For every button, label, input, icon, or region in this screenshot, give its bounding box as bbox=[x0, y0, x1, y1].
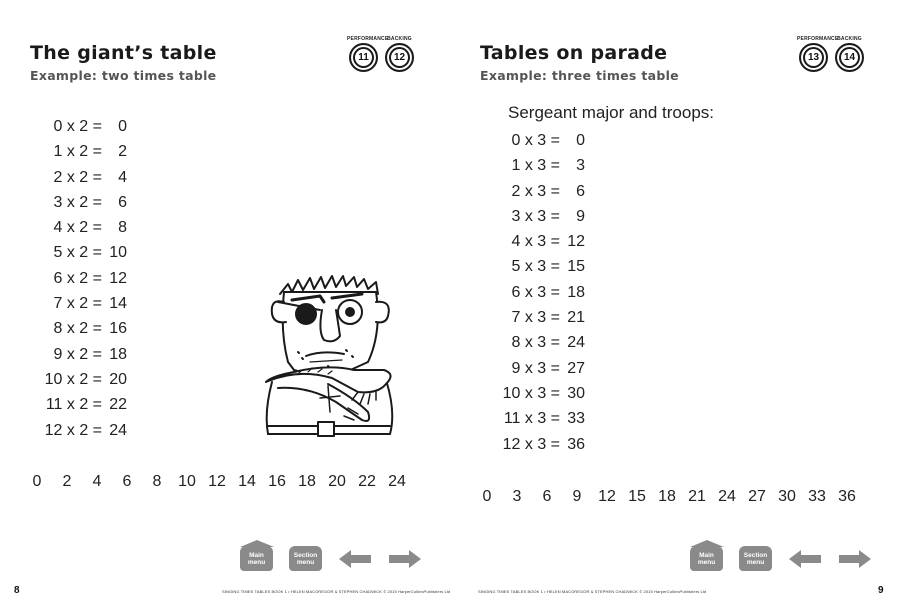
answer-text: 22 bbox=[109, 396, 127, 414]
equation-text: 10 x 2 = bbox=[44, 370, 102, 388]
answer-text: 18 bbox=[109, 345, 127, 363]
three-times-table bbox=[498, 128, 585, 457]
sequence-number: 33 bbox=[808, 488, 826, 505]
table-row bbox=[498, 305, 585, 330]
main-menu-label: menu bbox=[697, 558, 716, 566]
table-row bbox=[498, 330, 585, 355]
equation-text: 12 x 3 = bbox=[502, 435, 560, 453]
sequence-number: 10 bbox=[178, 473, 196, 490]
backing-track-button[interactable] bbox=[383, 36, 416, 76]
answer-text: 0 bbox=[576, 132, 585, 149]
cd-track-icon bbox=[349, 43, 378, 72]
page-title: The giant’s table bbox=[30, 42, 217, 64]
equation-text: 11 x 3 = bbox=[503, 410, 560, 428]
answer-text: 20 bbox=[109, 370, 127, 388]
sequence-number: 36 bbox=[838, 488, 856, 505]
equation-text: 3 x 3 = bbox=[511, 207, 560, 225]
sequence-number: 8 bbox=[152, 473, 162, 490]
sequence-number: 4 bbox=[92, 473, 102, 490]
section-menu-button[interactable] bbox=[289, 546, 322, 571]
answer-text: 18 bbox=[567, 283, 585, 301]
track-label: BACKING bbox=[837, 36, 862, 42]
arrow-right-icon[interactable] bbox=[388, 548, 422, 570]
answer-text: 21 bbox=[567, 309, 585, 327]
main-menu-button[interactable] bbox=[240, 546, 273, 571]
table-row bbox=[40, 291, 127, 316]
main-menu-label: menu bbox=[247, 558, 266, 566]
arrow-left-icon[interactable] bbox=[788, 548, 822, 570]
equation-text: 0 x 3 = bbox=[511, 132, 560, 149]
equation-text: 0 x 2 = bbox=[53, 118, 102, 135]
sequence-number: 6 bbox=[122, 473, 132, 490]
audio-tracks bbox=[347, 36, 416, 76]
equation-text: 12 x 2 = bbox=[44, 421, 102, 439]
equation-text: 1 x 2 = bbox=[53, 143, 102, 161]
track-number: 13 bbox=[807, 52, 820, 63]
sequence-number: 3 bbox=[512, 488, 522, 505]
main-menu-button[interactable] bbox=[690, 546, 723, 571]
table-row bbox=[40, 165, 127, 190]
sequence-number: 21 bbox=[688, 488, 706, 505]
equation-text: 7 x 2 = bbox=[53, 295, 102, 313]
table-row bbox=[498, 153, 585, 178]
answer-text: 4 bbox=[118, 168, 127, 186]
answer-text: 24 bbox=[109, 421, 127, 439]
table-row bbox=[40, 190, 127, 215]
table-row bbox=[498, 128, 585, 153]
equation-text: 8 x 3 = bbox=[511, 334, 560, 352]
section-menu-label: menu bbox=[746, 558, 765, 566]
table-row bbox=[40, 114, 127, 139]
sequence-number: 16 bbox=[268, 473, 286, 490]
right-page bbox=[450, 0, 900, 610]
equation-text: 8 x 2 = bbox=[53, 320, 102, 338]
answer-text: 36 bbox=[567, 435, 585, 453]
table-row bbox=[498, 406, 585, 431]
answer-text: 6 bbox=[576, 182, 585, 200]
section-menu-label: Section bbox=[293, 551, 318, 559]
table-row bbox=[498, 229, 585, 254]
sequence-number: 24 bbox=[388, 473, 406, 490]
sequence-number: 12 bbox=[208, 473, 226, 490]
equation-text: 4 x 2 = bbox=[53, 219, 102, 237]
answer-text: 14 bbox=[109, 295, 127, 313]
sequence-number: 18 bbox=[658, 488, 676, 505]
sequence-number: 20 bbox=[328, 473, 346, 490]
track-label: PERFORMANCE bbox=[347, 36, 389, 42]
equation-text: 4 x 3 = bbox=[511, 233, 560, 251]
sequence-number: 2 bbox=[62, 473, 72, 490]
navigation-bar bbox=[240, 546, 422, 571]
performance-track-button[interactable] bbox=[797, 36, 839, 76]
main-menu-label: Main bbox=[249, 551, 264, 559]
track-label: BACKING bbox=[387, 36, 412, 42]
count-sequence bbox=[22, 473, 412, 491]
equation-text: 10 x 3 = bbox=[502, 384, 560, 402]
sequence-number: 30 bbox=[778, 488, 796, 505]
navigation-bar bbox=[690, 546, 872, 571]
table-row bbox=[498, 280, 585, 305]
page-number: 9 bbox=[878, 585, 884, 596]
table-row bbox=[40, 418, 127, 443]
table-row bbox=[40, 316, 127, 341]
table-row bbox=[40, 367, 127, 392]
equation-text: 5 x 2 = bbox=[53, 244, 102, 262]
equation-text: 6 x 3 = bbox=[511, 283, 560, 301]
page-title: Tables on parade bbox=[480, 42, 668, 64]
table-row bbox=[40, 139, 127, 164]
page-number: 8 bbox=[14, 585, 20, 596]
answer-text: 12 bbox=[567, 233, 585, 251]
page-subtitle: Example: two times table bbox=[30, 68, 217, 83]
equation-text: 9 x 3 = bbox=[511, 359, 560, 377]
sequence-number: 27 bbox=[748, 488, 766, 505]
copyright-footer: SINGING TIMES TABLES BOOK 1 • HELEN MACGREGOR & STEPHEN CHADWICK © 2015 HarperCollinsPublishers Ltd bbox=[222, 589, 451, 594]
equation-text: 9 x 2 = bbox=[53, 345, 102, 363]
equation-text: 2 x 3 = bbox=[511, 182, 560, 200]
sequence-number: 22 bbox=[358, 473, 376, 490]
answer-text: 27 bbox=[567, 359, 585, 377]
table-row bbox=[498, 432, 585, 457]
table-row bbox=[40, 392, 127, 417]
table-row bbox=[40, 240, 127, 265]
cd-track-icon bbox=[799, 43, 828, 72]
track-number: 12 bbox=[393, 52, 406, 63]
answer-text: 24 bbox=[567, 334, 585, 352]
cd-track-icon bbox=[385, 43, 414, 72]
count-sequence bbox=[472, 488, 862, 506]
sequence-number: 9 bbox=[572, 488, 582, 505]
sequence-number: 24 bbox=[718, 488, 736, 505]
equation-text: 11 x 2 = bbox=[45, 396, 102, 414]
table-row bbox=[498, 204, 585, 229]
table-row bbox=[498, 356, 585, 381]
table-row bbox=[498, 254, 585, 279]
two-times-table bbox=[40, 114, 127, 443]
page-subtitle: Example: three times table bbox=[480, 68, 679, 83]
equation-text: 7 x 3 = bbox=[511, 309, 560, 327]
backing-track-button[interactable] bbox=[833, 36, 866, 76]
section-menu-label: Section bbox=[743, 551, 768, 559]
section-menu-label: menu bbox=[296, 558, 315, 566]
table-row bbox=[40, 266, 127, 291]
table-row bbox=[40, 215, 127, 240]
answer-text: 0 bbox=[118, 118, 127, 135]
main-menu-label: Main bbox=[699, 551, 714, 559]
track-label: PERFORMANCE bbox=[797, 36, 839, 42]
answer-text: 6 bbox=[118, 193, 127, 211]
answer-text: 15 bbox=[567, 258, 585, 276]
audio-tracks bbox=[797, 36, 866, 76]
intro-text: Sergeant major and troops: bbox=[508, 103, 715, 122]
sequence-number: 6 bbox=[542, 488, 552, 505]
giant-illustration bbox=[258, 262, 400, 440]
answer-text: 3 bbox=[576, 157, 585, 175]
arrow-left-icon[interactable] bbox=[338, 548, 372, 570]
table-row bbox=[498, 179, 585, 204]
answer-text: 33 bbox=[567, 410, 585, 428]
equation-text: 2 x 2 = bbox=[53, 168, 102, 186]
cd-track-icon bbox=[835, 43, 864, 72]
table-row bbox=[40, 342, 127, 367]
section-menu-button[interactable] bbox=[739, 546, 772, 571]
answer-text: 9 bbox=[576, 207, 585, 225]
answer-text: 12 bbox=[109, 269, 127, 287]
copyright-footer: SINGING TIMES TABLES BOOK 1 • HELEN MACGREGOR & STEPHEN CHADWICK © 2015 HarperCollinsPublishers Ltd bbox=[478, 589, 707, 594]
track-number: 14 bbox=[843, 52, 856, 63]
sequence-number: 14 bbox=[238, 473, 256, 490]
arrow-right-icon[interactable] bbox=[838, 548, 872, 570]
sequence-number: 0 bbox=[482, 488, 492, 505]
track-number: 11 bbox=[358, 52, 369, 63]
equation-text: 3 x 2 = bbox=[53, 193, 102, 211]
sequence-number: 18 bbox=[298, 473, 316, 490]
answer-text: 30 bbox=[567, 384, 585, 402]
sequence-number: 0 bbox=[32, 473, 42, 490]
answer-text: 16 bbox=[109, 320, 127, 338]
answer-text: 10 bbox=[109, 244, 127, 262]
table-row bbox=[498, 381, 585, 406]
sequence-number: 15 bbox=[628, 488, 646, 505]
sequence-number: 12 bbox=[598, 488, 616, 505]
equation-text: 6 x 2 = bbox=[53, 269, 102, 287]
answer-text: 8 bbox=[118, 219, 127, 237]
equation-text: 5 x 3 = bbox=[511, 258, 560, 276]
performance-track-button[interactable] bbox=[347, 36, 389, 76]
equation-text: 1 x 3 = bbox=[511, 157, 560, 175]
answer-text: 2 bbox=[118, 143, 127, 161]
